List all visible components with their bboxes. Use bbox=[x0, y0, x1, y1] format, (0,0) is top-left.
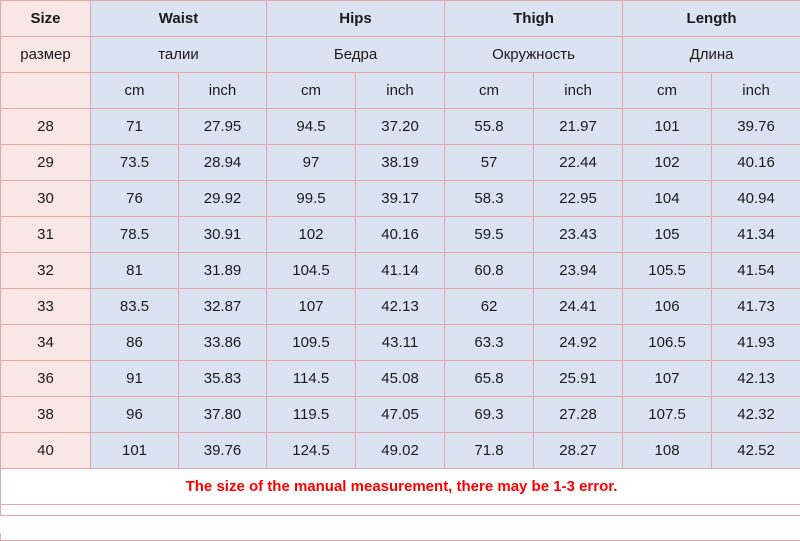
cell-length-inch: 42.32 bbox=[712, 397, 800, 433]
cell-hips-cm: 99.5 bbox=[267, 181, 356, 217]
cell-waist-inch: 30.91 bbox=[179, 217, 267, 253]
cell-size: 30 bbox=[1, 181, 91, 217]
header-ru-hips: Бедра bbox=[267, 37, 445, 73]
cell-thigh-cm: 62 bbox=[445, 289, 534, 325]
header-unit-thigh-inch: inch bbox=[534, 73, 623, 109]
cell-size: 28 bbox=[1, 109, 91, 145]
cell-length-inch: 42.13 bbox=[712, 361, 800, 397]
cell-waist-cm: 96 bbox=[91, 397, 179, 433]
cell-length-cm: 107 bbox=[623, 361, 712, 397]
cell-length-inch: 40.16 bbox=[712, 145, 800, 181]
cell-length-cm: 106.5 bbox=[623, 325, 712, 361]
cell-thigh-inch: 27.28 bbox=[534, 397, 623, 433]
cell-thigh-cm: 71.8 bbox=[445, 433, 534, 469]
cell-size: 40 bbox=[1, 433, 91, 469]
header-size: Size bbox=[1, 1, 91, 37]
table-header-row-units bbox=[1, 73, 800, 109]
cell-waist-inch: 33.86 bbox=[179, 325, 267, 361]
bottom-filler bbox=[0, 515, 800, 533]
cell-thigh-cm: 58.3 bbox=[445, 181, 534, 217]
cell-waist-cm: 101 bbox=[91, 433, 179, 469]
table-row bbox=[1, 217, 800, 253]
table-row bbox=[1, 289, 800, 325]
cell-thigh-cm: 69.3 bbox=[445, 397, 534, 433]
cell-waist-cm: 86 bbox=[91, 325, 179, 361]
cell-thigh-inch: 23.94 bbox=[534, 253, 623, 289]
cell-hips-cm: 119.5 bbox=[267, 397, 356, 433]
cell-waist-cm: 71 bbox=[91, 109, 179, 145]
header-unit-length-inch: inch bbox=[712, 73, 800, 109]
cell-hips-cm: 94.5 bbox=[267, 109, 356, 145]
cell-waist-inch: 32.87 bbox=[179, 289, 267, 325]
cell-waist-cm: 83.5 bbox=[91, 289, 179, 325]
cell-waist-inch: 27.95 bbox=[179, 109, 267, 145]
cell-length-cm: 108 bbox=[623, 433, 712, 469]
cell-length-inch: 41.73 bbox=[712, 289, 800, 325]
cell-length-inch: 42.52 bbox=[712, 433, 800, 469]
cell-thigh-cm: 59.5 bbox=[445, 217, 534, 253]
table-row bbox=[1, 253, 800, 289]
cell-waist-inch: 29.92 bbox=[179, 181, 267, 217]
cell-length-inch: 40.94 bbox=[712, 181, 800, 217]
cell-hips-cm: 104.5 bbox=[267, 253, 356, 289]
cell-hips-inch: 43.11 bbox=[356, 325, 445, 361]
header-unit-hips-cm: cm bbox=[267, 73, 356, 109]
table-header-row-en bbox=[1, 1, 800, 37]
header-unit-thigh-cm: cm bbox=[445, 73, 534, 109]
cell-thigh-inch: 24.41 bbox=[534, 289, 623, 325]
table-row bbox=[1, 181, 800, 217]
cell-hips-inch: 45.08 bbox=[356, 361, 445, 397]
header-unit-waist-cm: cm bbox=[91, 73, 179, 109]
cell-length-inch: 41.93 bbox=[712, 325, 800, 361]
header-ru-waist: талии bbox=[91, 37, 267, 73]
cell-hips-inch: 40.16 bbox=[356, 217, 445, 253]
cell-hips-cm: 124.5 bbox=[267, 433, 356, 469]
header-ru-length: Длина bbox=[623, 37, 800, 73]
cell-waist-inch: 39.76 bbox=[179, 433, 267, 469]
cell-size: 33 bbox=[1, 289, 91, 325]
table-row bbox=[1, 109, 800, 145]
cell-size: 38 bbox=[1, 397, 91, 433]
cell-size: 31 bbox=[1, 217, 91, 253]
header-waist: Waist bbox=[91, 1, 267, 37]
header-ru-size: размер bbox=[1, 37, 91, 73]
cell-thigh-inch: 22.95 bbox=[534, 181, 623, 217]
cell-hips-inch: 39.17 bbox=[356, 181, 445, 217]
table-row bbox=[1, 325, 800, 361]
header-unit-length-cm: cm bbox=[623, 73, 712, 109]
cell-waist-inch: 28.94 bbox=[179, 145, 267, 181]
cell-length-cm: 101 bbox=[623, 109, 712, 145]
cell-length-inch: 39.76 bbox=[712, 109, 800, 145]
cell-size: 32 bbox=[1, 253, 91, 289]
cell-size: 34 bbox=[1, 325, 91, 361]
table-row bbox=[1, 433, 800, 469]
header-unit-waist-inch: inch bbox=[179, 73, 267, 109]
measurement-note-cell bbox=[1, 469, 800, 505]
table-row bbox=[1, 397, 800, 433]
table-header-row-ru bbox=[1, 37, 800, 73]
cell-thigh-inch: 21.97 bbox=[534, 109, 623, 145]
cell-thigh-cm: 55.8 bbox=[445, 109, 534, 145]
cell-hips-inch: 47.05 bbox=[356, 397, 445, 433]
cell-length-cm: 104 bbox=[623, 181, 712, 217]
cell-waist-cm: 73.5 bbox=[91, 145, 179, 181]
cell-hips-inch: 49.02 bbox=[356, 433, 445, 469]
cell-hips-inch: 42.13 bbox=[356, 289, 445, 325]
cell-length-inch: 41.34 bbox=[712, 217, 800, 253]
cell-thigh-inch: 22.44 bbox=[534, 145, 623, 181]
cell-hips-inch: 38.19 bbox=[356, 145, 445, 181]
cell-thigh-inch: 23.43 bbox=[534, 217, 623, 253]
cell-hips-cm: 102 bbox=[267, 217, 356, 253]
cell-waist-cm: 81 bbox=[91, 253, 179, 289]
cell-thigh-inch: 24.92 bbox=[534, 325, 623, 361]
cell-thigh-cm: 65.8 bbox=[445, 361, 534, 397]
cell-length-cm: 106 bbox=[623, 289, 712, 325]
header-unit-blank bbox=[1, 73, 91, 109]
cell-length-cm: 105 bbox=[623, 217, 712, 253]
cell-hips-cm: 107 bbox=[267, 289, 356, 325]
cell-length-cm: 105.5 bbox=[623, 253, 712, 289]
cell-waist-inch: 31.89 bbox=[179, 253, 267, 289]
header-length: Length bbox=[623, 1, 800, 37]
measurement-note-row bbox=[1, 469, 800, 505]
measurement-note: The size of the manual measurement, there may be 1-3 error. bbox=[1, 478, 800, 496]
cell-waist-inch: 35.83 bbox=[179, 361, 267, 397]
cell-hips-cm: 97 bbox=[267, 145, 356, 181]
cell-thigh-inch: 25.91 bbox=[534, 361, 623, 397]
cell-length-cm: 102 bbox=[623, 145, 712, 181]
header-ru-thigh: Окружность bbox=[445, 37, 623, 73]
header-hips: Hips bbox=[267, 1, 445, 37]
header-unit-hips-inch: inch bbox=[356, 73, 445, 109]
cell-hips-inch: 41.14 bbox=[356, 253, 445, 289]
table-row bbox=[1, 145, 800, 181]
header-thigh: Thigh bbox=[445, 1, 623, 37]
cell-hips-inch: 37.20 bbox=[356, 109, 445, 145]
cell-hips-cm: 109.5 bbox=[267, 325, 356, 361]
cell-thigh-cm: 63.3 bbox=[445, 325, 534, 361]
cell-waist-cm: 78.5 bbox=[91, 217, 179, 253]
table-row bbox=[1, 361, 800, 397]
cell-thigh-inch: 28.27 bbox=[534, 433, 623, 469]
cell-hips-cm: 114.5 bbox=[267, 361, 356, 397]
cell-waist-cm: 91 bbox=[91, 361, 179, 397]
cell-thigh-cm: 57 bbox=[445, 145, 534, 181]
cell-thigh-cm: 60.8 bbox=[445, 253, 534, 289]
cell-length-inch: 41.54 bbox=[712, 253, 800, 289]
cell-waist-inch: 37.80 bbox=[179, 397, 267, 433]
cell-length-cm: 107.5 bbox=[623, 397, 712, 433]
cell-waist-cm: 76 bbox=[91, 181, 179, 217]
cell-size: 29 bbox=[1, 145, 91, 181]
cell-size: 36 bbox=[1, 361, 91, 397]
